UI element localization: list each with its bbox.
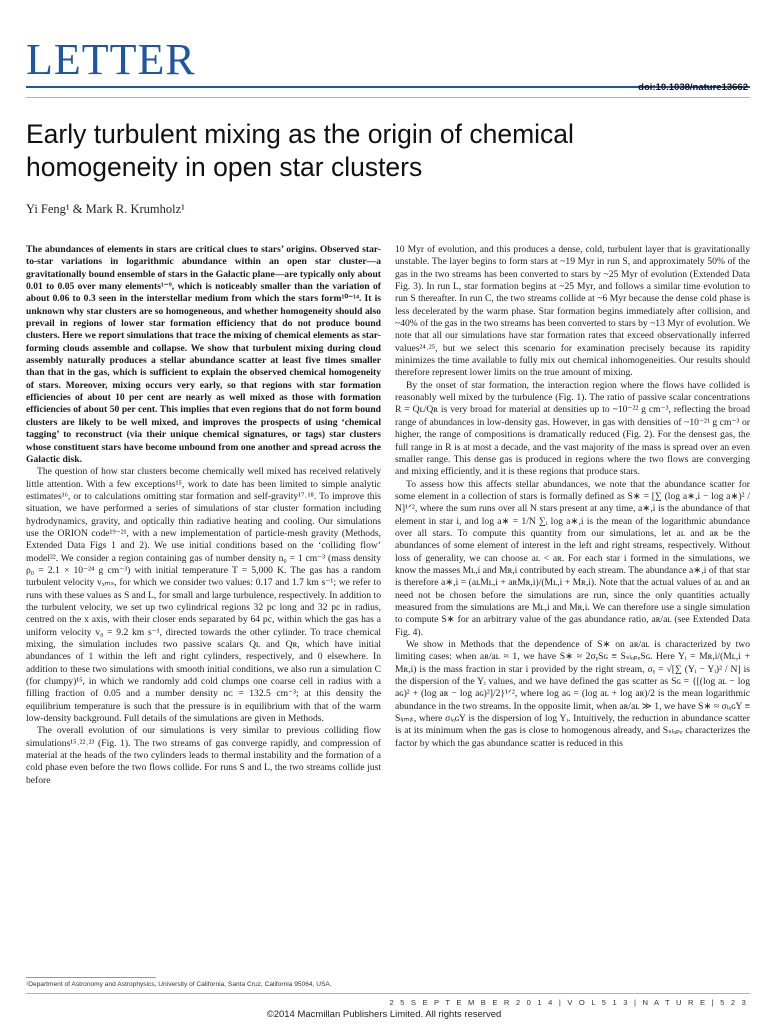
text-column-left [26, 244, 381, 787]
article-title-line: homogeneity in open star clusters [26, 152, 423, 182]
article-title-line: Early turbulent mixing as the origin of chemical [26, 119, 574, 149]
page-info: 2 5 S E P T E M B E R 2 0 1 4 | V O L 5 1 3 | N A T U R E | 5 2 3 [389, 998, 748, 1007]
title-rule [26, 97, 750, 98]
body-paragraph: 10 Myr of evolution, and this produces a dense, cold, turbulent layer that is gravitationally unstable. The layer begins to form stars at ~19 Myr in run S, and approximately 50% of the gas in the two streams has been converted to stars by ~25 Myr of evolution (Extended Data Fig. 3). In run L, star formation begins at ~25 Myr, and follows a similar time evolution to run S thereafter. In run C, the two streams collide at ~6 Myr because the dense cold phase is less decelerated by the warm phase. Star formation begins immediately after collision, and ~40% of the gas in the two streams has been converted to stars by ~13 Myr of evolution. We note that all our simulations have star formation rates that exceed observationally inferred values²⁴˒²⁵, but we select this scenario for examination precisely because its rapidity minimizes the time available to fully mix out chemical inhomogeneities. Our results should therefore represent lower limits on the true amount of mixing. [395, 244, 750, 379]
author-list[interactable]: Yi Feng¹ & Mark R. Krumholz¹ [26, 202, 185, 216]
copyright-notice: ©2014 Macmillan Publishers Limited. All rights reserved [266, 1009, 502, 1020]
body-paragraph: We show in Methods that the dependence of S∗ on aʀ/aʟ is characterized by two limiting cases: when aʀ/aʟ ≈ 1, we have S∗ ≈ 2σᵧSɢ ≡ SₛₗₒₚₑSɢ. Here Yᵢ = Mʀ,i/(Mʟ,i + Mʀ,i) is the mass fraction in star i provided by the right stream, σᵧ = √[∑ (Yᵢ − Yᵢ)² / N] is the dispersion of the Yᵢ values, and we have defined the gas scatter as Sɢ = {[(log aʟ − log aɢ)² + (log aʀ − log aɢ)²]/2}¹ᐟ², where log aɢ = (log aʟ + log aʀ)/2 is the mean logarithmic abundance in the two streams. In the opposite limit, when aʀ/aʟ ≫ 1, we have S∗ ≈ σₗₒɢY ≡ Sₗᵢₘᵢₜ, where σₗₒɢY is the dispersion of log Yᵢ. Intuitively, the reduction in abundance scatter is at its minimum when the gas is close to homogenous already, and Sₛₗₒₚₑ characterizes the factor by which the gas abundance scatter is reduced in this [395, 639, 750, 749]
footer-rule [26, 993, 750, 994]
body-paragraph: The question of how star clusters become chemically well mixed has received relatively little attention. With a few exceptions¹⁵, work to date has been limited to simple analytic estimates¹⁶, or to calculations omitting star formation and self-gravity¹⁷˒¹⁸. To improve this situation, we have performed a series of simulations of star cluster formation including hydrodynamics, gravity, and optically thin radiative heating and cooling. Our simulations use the ORION code¹⁹⁻²¹, with a new implementation of particle-mesh gravity (Methods, Extended Data Figs 1 and 2). We use initial conditions based on the ‘colliding flow’ model²². We consider a region containing gas of number density n₀ = 1 cm⁻³ (mass density ρ₀ = 2.1 × 10⁻²⁴ g cm⁻³) with initial temperature T = 5,000 K. The gas has a random turbulent velocity vₓₘₛ, for which we consider two values: 0.17 and 1.7 km s⁻¹; we refer to runs with these values as S and L, for small and large turbulence, respectively. In addition to the turbulent velocity, we set up two cylindrical regions 32 pc long and 32 pc in radius, centred on the x axis, with their closer ends separated by 64 pc, within which the gas has a uniform velocity v₀ = 9.2 km s⁻¹, directed towards the other cylinder. To trace chemical mixing, the simulation includes two passive scalars Qʟ and Qʀ, which have initial abundances of 1 within the left and right cylinders, respectively, and 0 elsewhere. In addition to these two simulations with smooth initial conditions, we also run a simulation C (for clumpy)¹⁵, in which we randomly add cold clumps one coarse cell in radius with a filling fraction of 0.05 and a number density nᴄ = 132.5 cm⁻³; at this density the equilibrium temperature is such that the pressure is in equilibrium with that of the warm low-density background. Full details of the simulations are given in Methods. [26, 466, 381, 725]
section-heading: LETTER [26, 35, 196, 84]
doi-label[interactable]: doi:10.1038/nature13662 [638, 82, 748, 93]
body-paragraph: To assess how this affects stellar abundances, we note that the abundance scatter for some element in a collection of stars is formally defined as S∗ = [∑ (log a∗,i − log a∗)² / N]¹ᐟ², where the sum runs over all N stars present at any time, a∗,i is the abundance of that element in star i, and log a∗ = 1/N ∑ᵢ log a∗,i is the mean of the logarithmic abundance over all stars. To compute this quantity from our simulations, let aʟ and aʀ be the abundances of some element of interest in the left and right streams, respectively. Without loss of generality, we can choose aʟ < aʀ. For each star i formed in the simulations, we know the masses Mʟ,i and Mʀ,i contributed by each stream. The abundance a∗,i of that star is therefore a∗,i = (aʟMʟ,i + aʀMʀ,i)/(Mʟ,i + Mʀ,i). Note that the actual values of aʟ and aʀ need not be chosen before the simulations are run, since the only quantities actually measured from the simulations are Mʟ,i and Mʀ,i. We can therefore use a single simulation to compute S∗ for an arbitrary value of the gas abundance ratio, aʀ/aʟ (see Extended Data Fig. 4). [395, 478, 750, 638]
affiliation-footnote: ¹Department of Astronomy and Astrophysics, University of California, Santa Cruz, California 95064, USA. [26, 981, 332, 988]
article-title [26, 118, 746, 184]
footnote-rule [26, 977, 156, 978]
body-paragraph: The overall evolution of our simulations is very similar to previous colliding flow simulations¹⁵˒²²˒²³ (Fig. 1). The two streams of gas converge rapidly, and compression of material at the heads of the two cylinders leads to thermal instability and the formation of a cold phase even before the two flows collide. For runs S and L, the two streams collide just before [26, 725, 381, 786]
body-paragraph: By the onset of star formation, the interaction region where the flows have collided is reasonably well mixed by the turbulence (Fig. 1). The ratio of passive scalar concentrations R = Qʟ/Qʀ is very broad for material at densities up to ~10⁻²² g cm⁻³, reflecting the broad range of abundances in low-density gas. However, in gas with densities of ~10⁻²¹ g cm⁻³ or higher, the range of compositions is dramatically reduced (Fig. 2). For the densest gas, the full range in R is at most a decade, and the vast majority of the mass is spread over an even smaller range. This dense gas is produced in regions where the two flows are converging and mixing efficiently, and it is these regions that produce stars. [395, 379, 750, 478]
text-column-right [395, 244, 750, 750]
abstract-paragraph: The abundances of elements in stars are critical clues to stars’ origins. Observed star-to-star variations in logarithmic abundance within an open star cluster—a gravitationally bound ensemble of stars in the Galactic plane—are typically only about 0.01 to 0.05 over many elements¹⁻⁹, which is noticeably smaller than the variation of about 0.06 to 0.3 seen in the interstellar medium from which the stars form¹⁰⁻¹⁴. It is unknown why star clusters are so homogeneous, and whether homogeneity should also prevail in regions of lower star formation efficiency that do not produce bound clusters. Here we report simulations that trace the mixing of chemical elements as star-forming clouds assemble and collapse. We show that turbulent mixing during cloud assembly naturally produces a stellar abundance scatter at least five times smaller than that in the gas, which is sufficient to explain the observed chemical homogeneity of stars. Moreover, mixing occurs very early, so that regions with star formation efficiencies of about 10 per cent are nearly as well mixed as those with formation efficiencies of about 50 per cent. This implies that even regions that do not form bound clusters are likely to be well mixed, and improves the prospects of using ‘chemical tagging’ to reconstruct (via their unique chemical signatures, or tags) star clusters whose constituent stars have become unbound from one another and spread across the Galactic disk. [26, 244, 381, 465]
